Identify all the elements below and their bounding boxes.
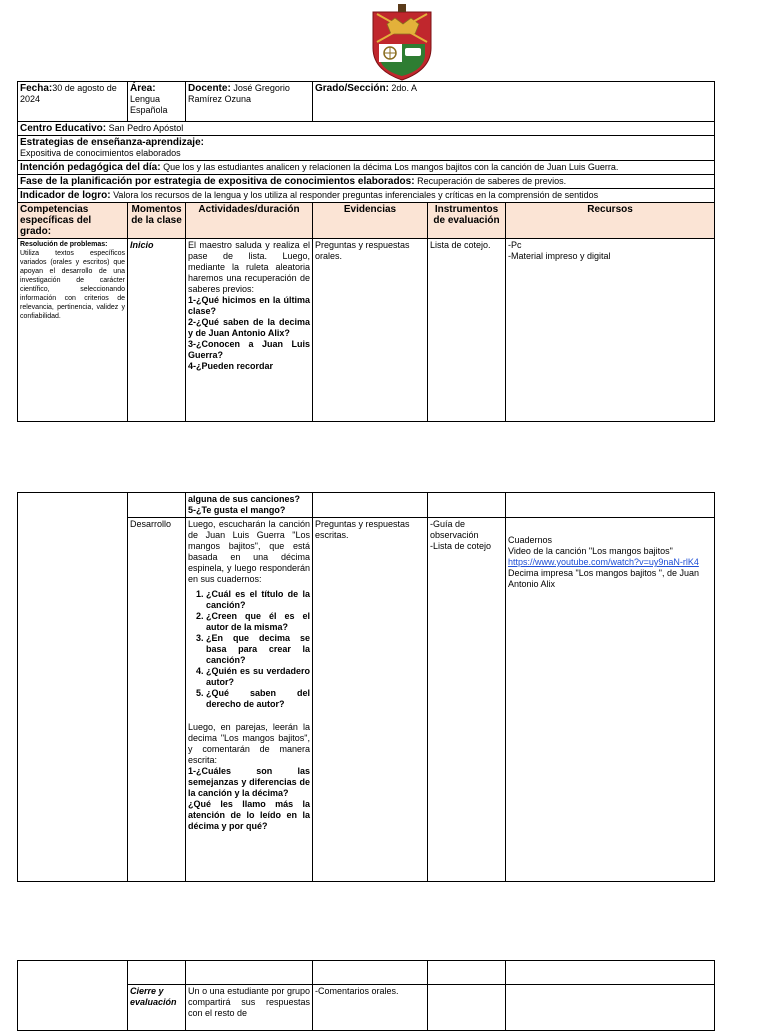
recurso-cuadernos: Cuadernos (508, 535, 553, 545)
inicio-q1: 1-¿Qué hicimos en la última clase? (188, 295, 310, 316)
competencia-text: Utiliza textos específicos variados (orales y escritos) que apoyan el desarrollo de una investigación de carácter científico, seleccionando información con criterios de relevancia, pertinencia, validez y confiabilidad. (20, 250, 125, 320)
desarrollo-p2: ¿Qué les llamo más la atención de lo leído en la décima y por qué? (188, 799, 310, 831)
inicio-q2: 2-¿Qué saben de la decima y de Juan Antonio Alix? (188, 317, 310, 338)
inicio-row (18, 239, 715, 422)
col-instrumentos: Instrumentos de evaluación (428, 203, 506, 239)
fecha-cell (18, 82, 128, 122)
competencias-cell-3 (18, 961, 128, 1031)
area-value: Lengua Española (130, 94, 168, 115)
header-row (18, 82, 715, 122)
col-recursos: Recursos (506, 203, 715, 239)
col-actividades: Actividades/duración (186, 203, 313, 239)
grado-cell (313, 82, 715, 122)
video-link[interactable]: https://www.youtube.com/watch?v=uy9naN-rlK4 (508, 557, 699, 567)
centro-row (18, 122, 715, 136)
actividades-desarrollo (186, 518, 313, 882)
recurso-pc: -Pc (508, 240, 522, 250)
instrumentos-desarrollo (428, 518, 506, 882)
instrumentos-inicio: Lista de cotejo. (428, 239, 506, 422)
momento-cierre: Cierre y evaluación (128, 985, 186, 1031)
col-momentos: Momentos de la clase (128, 203, 186, 239)
column-header-row (18, 203, 715, 239)
desarrollo-intro: Luego, escucharán la canción de Juan Luis Guerra "Los mangos bajitos", que está basada en una décima espinela, y luego responderán en sus cuadernos: (188, 519, 310, 584)
fase-row (18, 175, 715, 189)
intencion-label: Intención pedagógica del día: (20, 162, 161, 173)
estrategias-label: Estrategias de enseñanza-aprendizaje: (20, 137, 204, 148)
fecha-label: Fecha: (20, 83, 53, 94)
centro-value: San Pedro Apóstol (108, 123, 184, 133)
momento-inicio: Inicio (128, 239, 186, 422)
actividades-cierre: Un o una estudiante por grupo compartirá sus respuestas con el resto de (186, 985, 313, 1031)
estrategias-row (18, 136, 715, 161)
indicador-value: Valora los recursos de la lengua y los utiliza al responder preguntas inferenciales y críticas en la comprensión de sentidos (113, 190, 599, 200)
grado-value: 2do. A (391, 83, 417, 93)
instrumento-guia: -Guía de observación (430, 519, 479, 540)
inicio-intro: El maestro saluda y realiza el pase de lista. Luego, mediante la ruleta aleatoria haremos una recuperación de saberes previos: (188, 240, 310, 294)
intencion-value: Que los y las estudiantes analicen y relacionen la décima Los mangos bajitos con la canción de Juan Luis Guerra. (163, 162, 619, 172)
area-cell (128, 82, 186, 122)
actividades-continuacion (186, 493, 313, 518)
col-evidencias: Evidencias (313, 203, 428, 239)
desarrollo-question-list (188, 589, 310, 710)
fase-label: Fase de la planificación por estrategia de expositiva de conocimientos elaborados: (20, 176, 415, 187)
inicio-q4: 4-¿Pueden recordar (188, 361, 274, 371)
docente-label: Docente: (188, 83, 231, 94)
col-competencias: Competencias específicas del grado: (18, 203, 128, 239)
desarrollo-question: 3. ¿En que decima se basa para crear la canción? (206, 633, 310, 666)
indicador-row (18, 189, 715, 203)
indicador-label: Indicador de logro: (20, 190, 111, 201)
planning-table-page1 (17, 81, 715, 422)
desarrollo-question: 4. ¿Quién es su verdadero autor? (206, 666, 310, 688)
school-emblem (367, 4, 437, 82)
recursos-inicio (506, 239, 715, 422)
evidencias-cierre: -Comentarios orales. (313, 985, 428, 1031)
recurso-material: -Material impreso y digital (508, 251, 611, 261)
desarrollo-question: 5. ¿Qué saben del derecho de autor? (206, 688, 310, 710)
inicio-q3: 3-¿Conocen a Juan Luis Guerra? (188, 339, 310, 360)
docente-cell (186, 82, 313, 122)
grado-label: Grado/Sección: (315, 83, 389, 94)
continuation-row (18, 493, 715, 518)
centro-label: Centro Educativo: (20, 123, 107, 134)
inicio-q4-cont: alguna de sus canciones? (188, 494, 301, 504)
recurso-video: Video de la canción "Los mangos bajitos" (508, 546, 673, 556)
docente-value: José Gregorio Ramírez Ozuna (188, 83, 290, 104)
planning-table-page2 (17, 492, 715, 882)
desarrollo-p1: 1-¿Cuáles son las semejanzas y diferencias de la canción y la décima? (188, 766, 310, 798)
planning-table-page3 (17, 960, 715, 1031)
competencias-cell-2 (18, 493, 128, 882)
inicio-q5: 5-¿Te gusta el mango? (188, 505, 286, 515)
estrategias-value: Expositiva de conocimientos elaborados (20, 148, 181, 158)
actividades-inicio (186, 239, 313, 422)
intencion-row (18, 161, 715, 175)
momento-desarrollo: Desarrollo (128, 518, 186, 882)
fecha-value: 30 de agosto de 2024 (20, 83, 117, 104)
recurso-decima: Decima impresa "Los mangos bajitos ", de Juan Antonio Alix (508, 568, 699, 589)
area-label: Área: (130, 83, 156, 94)
desarrollo-question: 2. ¿Creen que él es el autor de la misma? (206, 611, 310, 633)
evidencias-inicio: Preguntas y respuestas orales. (313, 239, 428, 422)
desarrollo-pairs: Luego, en parejas, leerán la decima "Los mangos bajitos", y comentarán de manera escrita: (188, 722, 310, 765)
desarrollo-question: 1. ¿Cuál es el título de la canción? (206, 589, 310, 611)
recursos-desarrollo (506, 518, 715, 882)
fase-value: Recuperación de saberes de previos. (417, 176, 567, 186)
competencia-title: Resolución de problemas: (20, 241, 108, 248)
instrumento-lista: -Lista de cotejo (430, 541, 492, 551)
evidencias-desarrollo: Preguntas y respuestas escritas. (313, 518, 428, 882)
competencias-cell (18, 239, 128, 422)
